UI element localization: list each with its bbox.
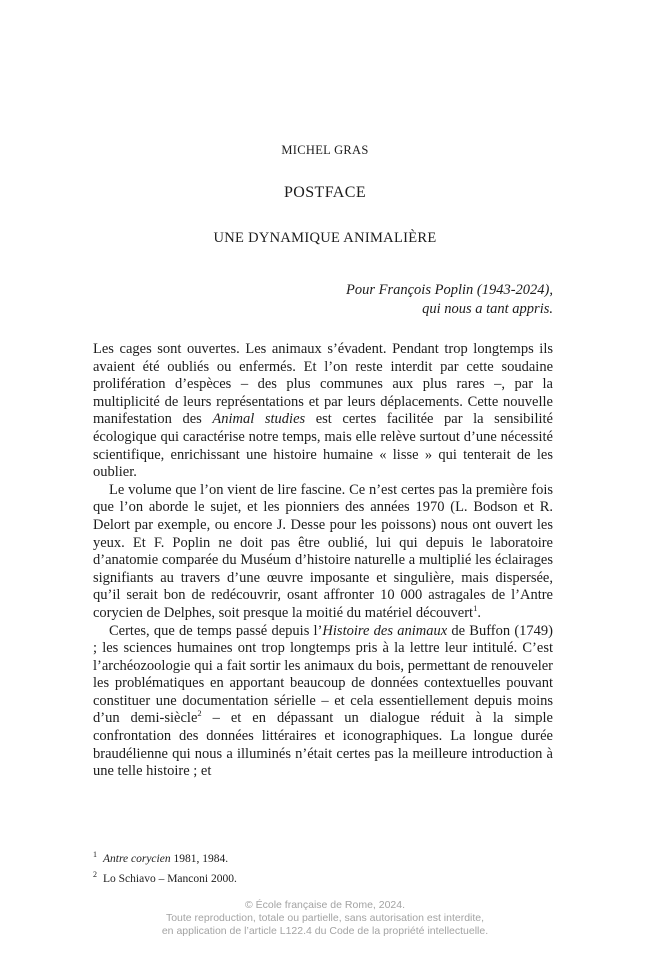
paragraph-3 [93, 623, 553, 781]
paragraph-3-italic: Histoire des animaux [322, 622, 448, 639]
paragraph-2-text-a: Le volume que l’on vient de lire fascine. Ce n’est certes pas la première fois que l’on aborde le sujet, et les pionniers des années 1970 (L. Bodson et R. Delort par exemple, ou encore J. Desse pour les poissons) nous ont ouvert les yeux. Et F. Poplin ne doit pas être oublié, lui qui depuis le laboratoire d’anatomie comparée du Muséum d’histoire naturelle a multiplié les éclairages signifiants au travers d’une œuvre imposante et singulière, mais dispersée, qu’il serait bon de redécouvrir, osant affronter 10 000 astragales de l’Antre corycien de Delphes, soit presque la moitié du matériel découvert [93, 481, 553, 621]
paragraph-2-text-b: . [477, 604, 481, 621]
chapter-author: MICHEL GRAS [281, 143, 369, 157]
copyright-notice [0, 899, 650, 938]
paragraph-3-text-b: de Buffon (1749) ; les sciences humaines ont trop longtemps pris à la lettre leur intitulé. C’est l’archéozoologie qui a fait sortir les animaux du bois, permettant de renouveler les problématiques en apportant beaucoup de données contextuelles pouvant constituer une documentation sérielle – et cela essentiellement depuis moins d’un demi-siècle [93, 622, 553, 727]
paragraph-1-text-a: Les cages sont ouvertes. Les animaux s’évadent. Pendant trop longtemps ils avaient été oubliés ou enfermés. Et l’on reste interdit par cette soudaine prolifération d’espèces – des plus communes aux plus rares –, par la multiplicité de leurs représentations et par leurs déplacements. Cette nouvelle manifestation des [93, 341, 553, 428]
copyright-line-2: Toute reproduction, totale ou partielle, sans autorisation est interdite, [165, 912, 485, 924]
footnote-1 [93, 847, 553, 867]
footnote-2-text: Lo Schiavo – Manconi 2000. [103, 873, 237, 886]
paragraph-3-text-c: – et en dépassant un dialogue réduit à la simple confrontation des données littéraires et iconographiques. La longue durée braudélienne qui nous a illuminés n’était certes pas la meilleure introduction à une telle histoire ; et [93, 710, 553, 780]
footnote-1-number: 1 [93, 850, 97, 859]
paragraph-1 [93, 341, 553, 482]
paragraph-1-italic: Animal studies [212, 411, 306, 428]
dedication-line-1: Pour François Poplin (1943-2024), [345, 282, 553, 298]
copyright-line-1: © École française de Rome, 2024. [244, 899, 406, 911]
paragraph-3-text-a: Certes, que de temps passé depuis l’ [109, 622, 323, 639]
footnotes [93, 847, 553, 888]
paragraph-2 [93, 482, 553, 623]
footnote-1-text: 1981, 1984. [170, 852, 229, 865]
footnote-1-italic: Antre corycien [103, 852, 171, 865]
footnote-ref-1[interactable]: 1 [473, 603, 478, 614]
chapter-title: POSTFACE [283, 184, 367, 201]
dedication [193, 281, 553, 319]
footnote-2 [93, 867, 553, 887]
dedication-line-2: qui nous a tant appris. [422, 301, 553, 317]
chapter-subtitle: UNE DYNAMIQUE ANIMALIÈRE [213, 230, 437, 246]
footnote-2-number: 2 [93, 870, 97, 880]
body-text [93, 341, 553, 781]
footnote-ref-2[interactable]: 2 [197, 708, 202, 719]
paragraph-1-text-b: est certes facilitée par la sensibilité écologique qui caractérise notre temps, mais elle relève surtout d’une nécessité scientifique, enrichissant une histoire humaine « lisse » qui tenterait de les oublier. [93, 411, 553, 481]
copyright-line-3: en application de l’article L122.4 du Code de la propriété intellectuelle. [161, 925, 489, 937]
